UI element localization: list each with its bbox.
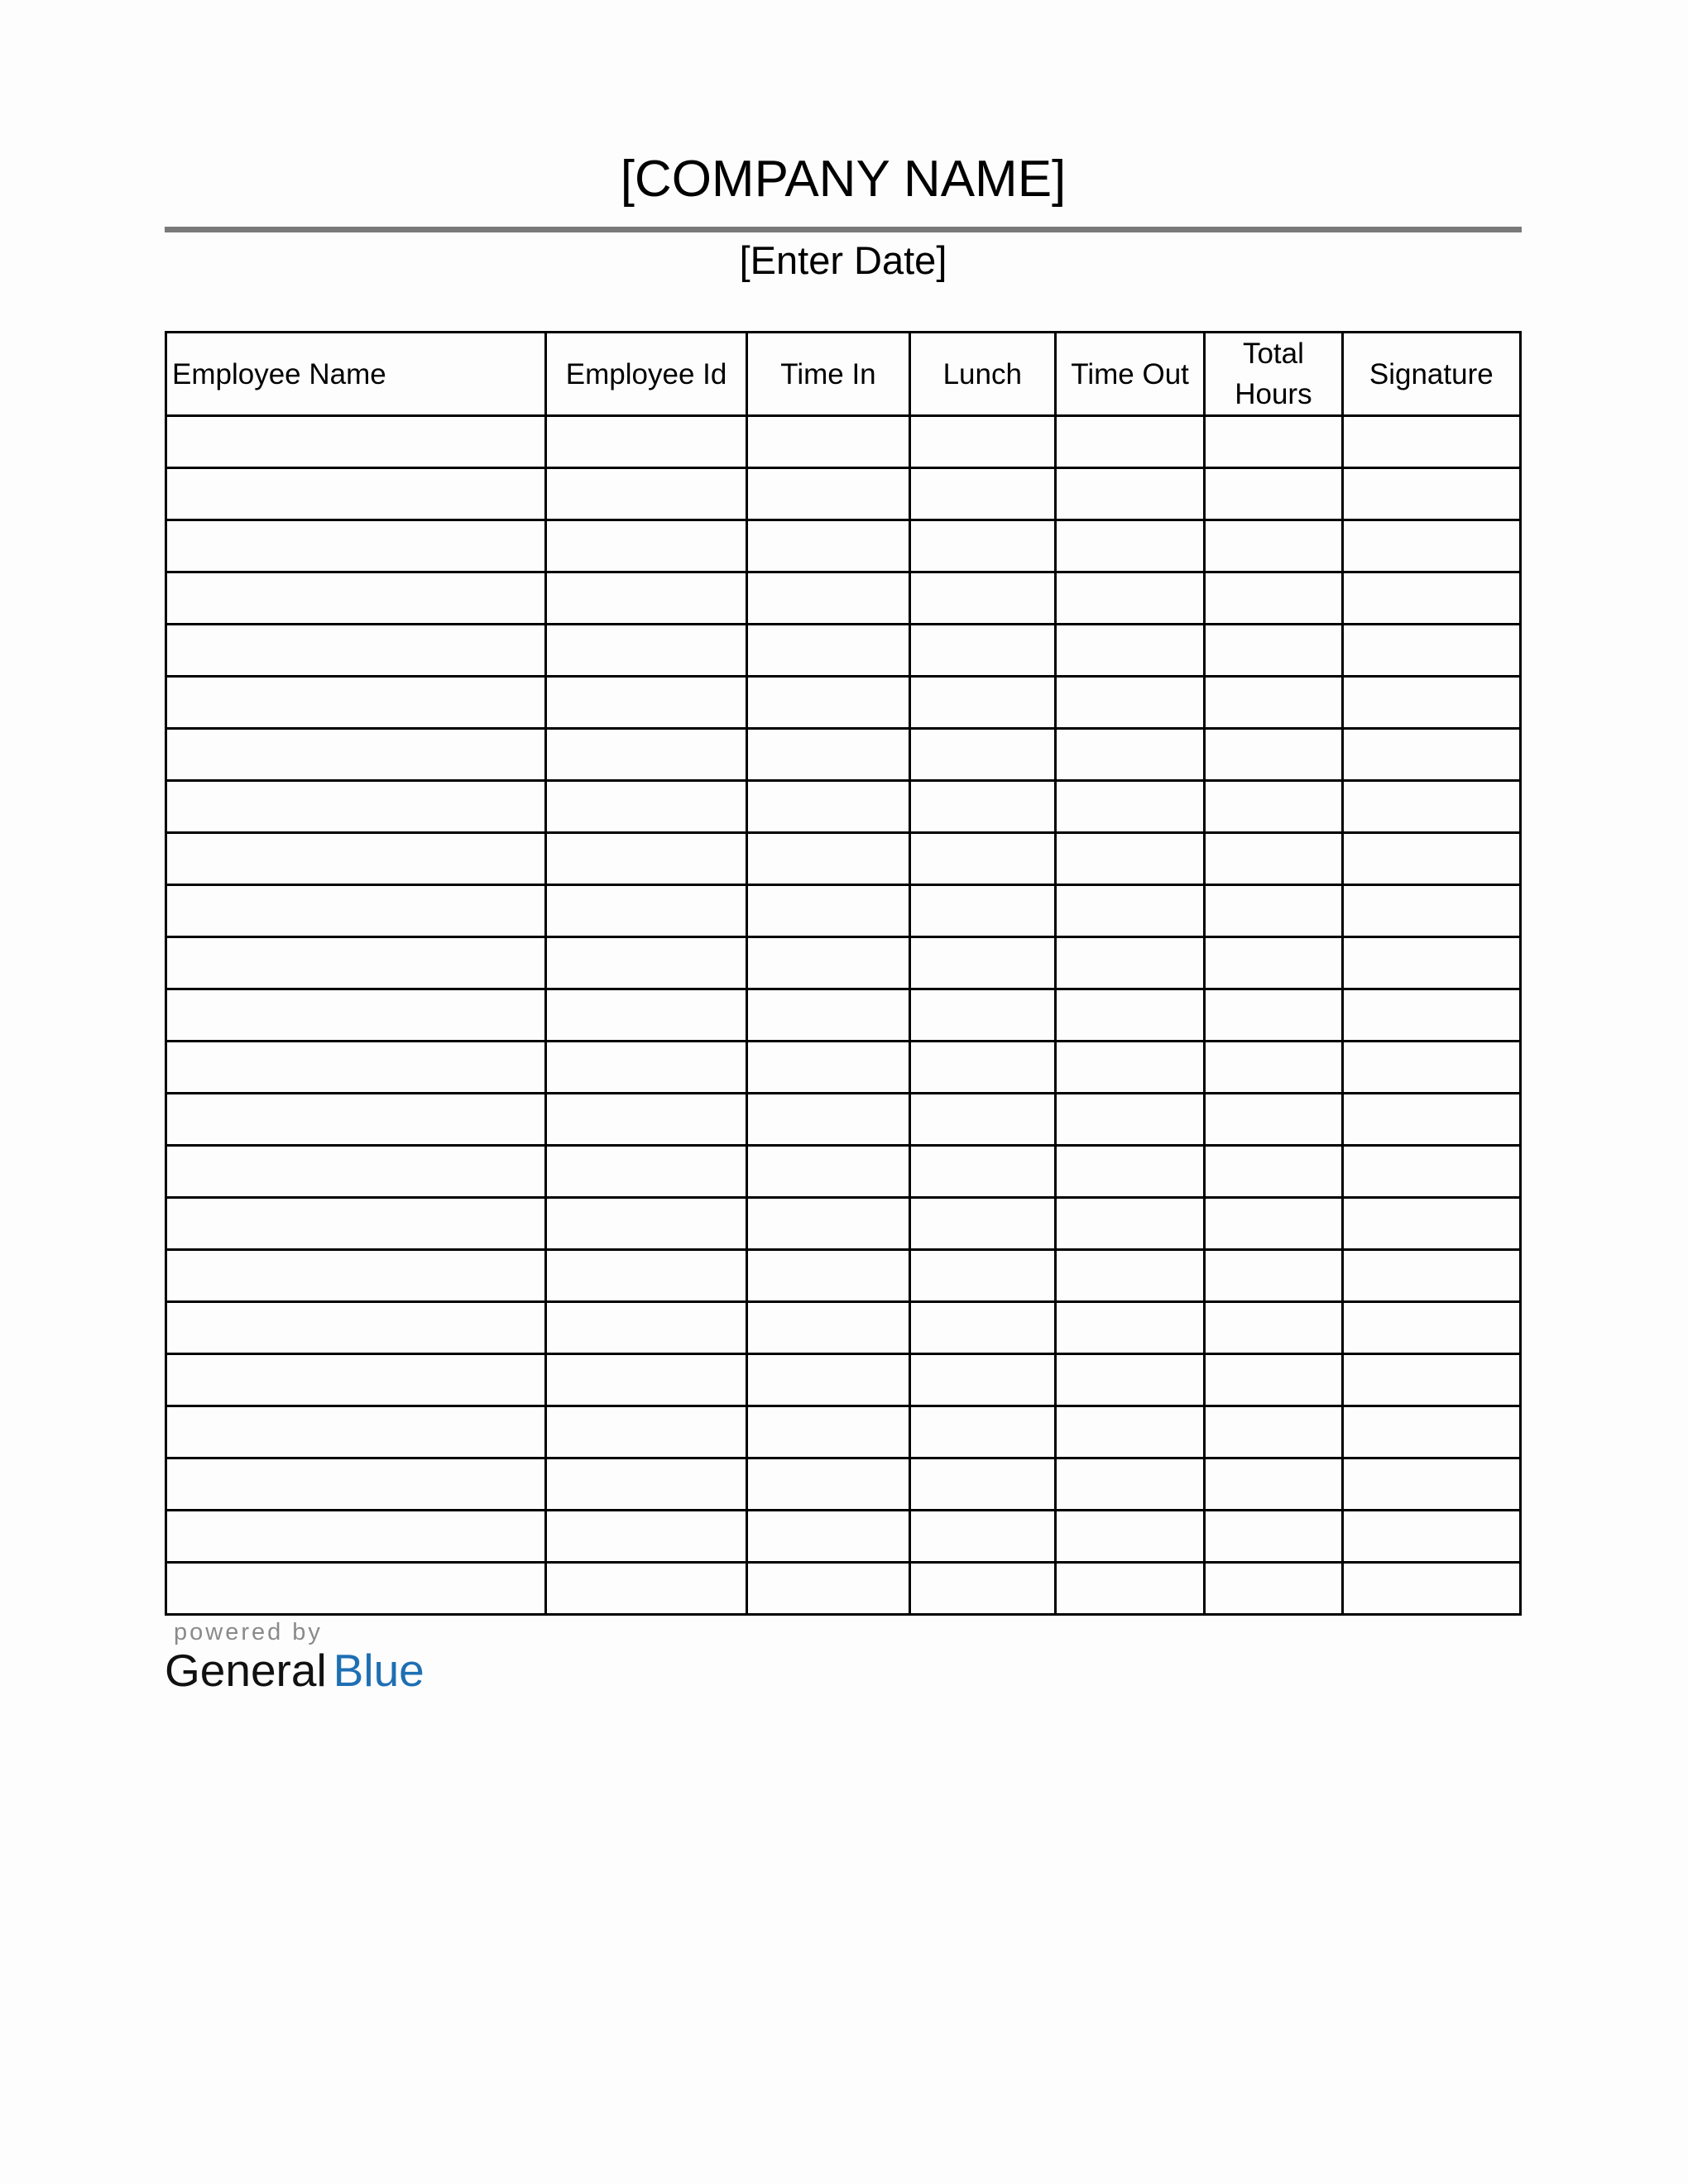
table-header-row [166,333,1521,416]
cell-employee-id[interactable] [545,1146,746,1198]
cell-signature[interactable] [1342,1146,1520,1198]
cell-employee-name[interactable] [166,572,546,625]
cell-time-out[interactable] [1055,937,1204,989]
cell-time-out[interactable] [1055,885,1204,937]
cell-employee-id[interactable] [545,520,746,572]
cell-employee-id[interactable] [545,1354,746,1406]
cell-lunch[interactable] [909,468,1055,520]
cell-employee-name[interactable] [166,520,546,572]
cell-lunch[interactable] [909,989,1055,1042]
cell-time-in[interactable] [747,1198,909,1250]
cell-time-in[interactable] [747,572,909,625]
cell-time-in[interactable] [747,416,909,468]
cell-time-out[interactable] [1055,833,1204,885]
cell-employee-name[interactable] [166,885,546,937]
cell-total-hours[interactable] [1205,1458,1342,1511]
date-field: [Enter Date] [739,238,947,282]
cell-time-in[interactable] [747,781,909,833]
cell-time-in[interactable] [747,1458,909,1511]
table-row [166,1563,1521,1615]
cell-signature[interactable] [1342,1354,1520,1406]
cell-lunch[interactable] [909,885,1055,937]
cell-total-hours[interactable] [1205,1042,1342,1094]
cell-total-hours[interactable] [1205,729,1342,781]
cell-employee-name[interactable] [166,1458,546,1511]
cell-signature[interactable] [1342,416,1520,468]
powered-by-label: powered by [174,1619,323,1645]
cell-lunch[interactable] [909,937,1055,989]
table-row [166,1094,1521,1146]
cell-lunch[interactable] [909,677,1055,729]
cell-total-hours[interactable] [1205,1563,1342,1615]
cell-total-hours[interactable] [1205,885,1342,937]
cell-time-out[interactable] [1055,1250,1204,1302]
cell-employee-name[interactable] [166,677,546,729]
cell-signature[interactable] [1342,677,1520,729]
cell-employee-name[interactable] [166,416,546,468]
cell-time-in[interactable] [747,937,909,989]
cell-employee-name[interactable] [166,1511,546,1563]
cell-time-in[interactable] [747,729,909,781]
cell-employee-name[interactable] [166,1406,546,1458]
cell-employee-name[interactable] [166,1042,546,1094]
cell-employee-id[interactable] [545,989,746,1042]
cell-lunch[interactable] [909,520,1055,572]
cell-signature[interactable] [1342,1563,1520,1615]
table-row [166,885,1521,937]
cell-time-in[interactable] [747,1354,909,1406]
cell-employee-id[interactable] [545,468,746,520]
cell-employee-name[interactable] [166,468,546,520]
table-row [166,1042,1521,1094]
cell-total-hours[interactable] [1205,625,1342,677]
cell-time-in[interactable] [747,1563,909,1615]
cell-employee-name[interactable] [166,1250,546,1302]
cell-employee-name[interactable] [166,1302,546,1354]
table-row [166,937,1521,989]
cell-time-out[interactable] [1055,1042,1204,1094]
cell-total-hours[interactable] [1205,520,1342,572]
cell-employee-name[interactable] [166,1354,546,1406]
cell-employee-name[interactable] [166,781,546,833]
cell-total-hours[interactable] [1205,1250,1342,1302]
cell-lunch[interactable] [909,416,1055,468]
cell-employee-name[interactable] [166,729,546,781]
cell-total-hours[interactable] [1205,1146,1342,1198]
cell-signature[interactable] [1342,1094,1520,1146]
cell-time-out[interactable] [1055,1406,1204,1458]
cell-lunch[interactable] [909,1042,1055,1094]
cell-signature[interactable] [1342,1406,1520,1458]
cell-signature[interactable] [1342,625,1520,677]
table-row [166,520,1521,572]
cell-lunch[interactable] [909,1094,1055,1146]
cell-time-out[interactable] [1055,729,1204,781]
header-employee-name: Employee Name [166,333,546,416]
cell-employee-id[interactable] [545,937,746,989]
cell-employee-id[interactable] [545,1042,746,1094]
generalblue-logo [165,1641,424,1699]
cell-signature[interactable] [1342,729,1520,781]
cell-employee-name[interactable] [166,989,546,1042]
table-row [166,625,1521,677]
cell-lunch[interactable] [909,1198,1055,1250]
cell-time-in[interactable] [747,1406,909,1458]
logo-text-general: General [165,1645,327,1696]
company-name-title: [COMPANY NAME] [620,151,1067,208]
cell-time-out[interactable] [1055,1458,1204,1511]
table-row [166,1406,1521,1458]
cell-employee-id[interactable] [545,1458,746,1511]
cell-time-out[interactable] [1055,1302,1204,1354]
table-body [166,416,1521,1615]
cell-lunch[interactable] [909,1302,1055,1354]
cell-employee-id[interactable] [545,1094,746,1146]
cell-total-hours[interactable] [1205,1198,1342,1250]
cell-total-hours[interactable] [1205,937,1342,989]
cell-total-hours[interactable] [1205,1354,1342,1406]
cell-employee-id[interactable] [545,1198,746,1250]
cell-time-in[interactable] [747,1094,909,1146]
cell-time-out[interactable] [1055,520,1204,572]
cell-employee-id[interactable] [545,677,746,729]
cell-signature[interactable] [1342,1458,1520,1511]
cell-time-in[interactable] [747,1146,909,1198]
cell-lunch[interactable] [909,833,1055,885]
cell-time-out[interactable] [1055,625,1204,677]
cell-total-hours[interactable] [1205,1511,1342,1563]
cell-total-hours[interactable] [1205,572,1342,625]
table-row [166,416,1521,468]
cell-lunch[interactable] [909,1511,1055,1563]
cell-employee-name[interactable] [166,833,546,885]
table-row [166,729,1521,781]
cell-employee-id[interactable] [545,572,746,625]
cell-time-in[interactable] [747,1302,909,1354]
cell-employee-name[interactable] [166,1094,546,1146]
table-row [166,833,1521,885]
cell-signature[interactable] [1342,885,1520,937]
cell-employee-id[interactable] [545,625,746,677]
cell-time-out[interactable] [1055,677,1204,729]
cell-signature[interactable] [1342,781,1520,833]
cell-time-out[interactable] [1055,781,1204,833]
cell-signature[interactable] [1342,989,1520,1042]
cell-employee-id[interactable] [545,1511,746,1563]
cell-time-in[interactable] [747,1511,909,1563]
cell-total-hours[interactable] [1205,468,1342,520]
cell-employee-id[interactable] [545,729,746,781]
logo-text-blue: Blue [333,1645,424,1696]
cell-lunch[interactable] [909,1563,1055,1615]
sign-in-sheet-table [165,331,1522,1616]
cell-signature[interactable] [1342,1198,1520,1250]
table-row [166,1458,1521,1511]
table-row [166,1250,1521,1302]
cell-time-in[interactable] [747,989,909,1042]
cell-time-out[interactable] [1055,1146,1204,1198]
cell-total-hours[interactable] [1205,677,1342,729]
cell-time-in[interactable] [747,677,909,729]
table-row [166,989,1521,1042]
header-total-hours: Total Hours [1205,333,1342,416]
cell-employee-name[interactable] [166,1198,546,1250]
cell-employee-id[interactable] [545,1302,746,1354]
header-time-out: Time Out [1055,333,1204,416]
cell-signature[interactable] [1342,1302,1520,1354]
cell-time-out[interactable] [1055,1354,1204,1406]
table-row [166,468,1521,520]
cell-time-in[interactable] [747,885,909,937]
table-row [166,781,1521,833]
cell-total-hours[interactable] [1205,833,1342,885]
cell-employee-id[interactable] [545,885,746,937]
cell-time-out[interactable] [1055,1511,1204,1563]
header-employee-id: Employee Id [545,333,746,416]
cell-lunch[interactable] [909,729,1055,781]
cell-lunch[interactable] [909,1146,1055,1198]
cell-total-hours[interactable] [1205,1406,1342,1458]
table-row [166,1146,1521,1198]
cell-lunch[interactable] [909,1406,1055,1458]
cell-lunch[interactable] [909,1458,1055,1511]
table-row [166,1511,1521,1563]
cell-lunch[interactable] [909,1354,1055,1406]
header-divider [165,227,1522,232]
cell-time-in[interactable] [747,1042,909,1094]
cell-employee-id[interactable] [545,1563,746,1615]
header-lunch: Lunch [909,333,1055,416]
cell-employee-id[interactable] [545,833,746,885]
cell-signature[interactable] [1342,468,1520,520]
cell-time-out[interactable] [1055,1563,1204,1615]
cell-signature[interactable] [1342,1042,1520,1094]
table-row [166,572,1521,625]
cell-time-out[interactable] [1055,1094,1204,1146]
cell-total-hours[interactable] [1205,416,1342,468]
table-row [166,1198,1521,1250]
cell-employee-name[interactable] [166,1563,546,1615]
cell-signature[interactable] [1342,572,1520,625]
cell-employee-id[interactable] [545,1250,746,1302]
cell-employee-id[interactable] [545,416,746,468]
table-row [166,677,1521,729]
cell-time-out[interactable] [1055,572,1204,625]
header-signature: Signature [1342,333,1520,416]
table-row [166,1354,1521,1406]
cell-employee-name[interactable] [166,1146,546,1198]
table-row [166,1302,1521,1354]
cell-lunch[interactable] [909,1250,1055,1302]
cell-signature[interactable] [1342,1511,1520,1563]
cell-signature[interactable] [1342,520,1520,572]
cell-time-in[interactable] [747,625,909,677]
cell-time-in[interactable] [747,520,909,572]
cell-time-out[interactable] [1055,468,1204,520]
cell-time-out[interactable] [1055,1198,1204,1250]
cell-time-in[interactable] [747,833,909,885]
cell-total-hours[interactable] [1205,781,1342,833]
cell-employee-name[interactable] [166,937,546,989]
cell-signature[interactable] [1342,833,1520,885]
cell-lunch[interactable] [909,625,1055,677]
cell-total-hours[interactable] [1205,989,1342,1042]
cell-total-hours[interactable] [1205,1302,1342,1354]
cell-time-out[interactable] [1055,989,1204,1042]
cell-employee-id[interactable] [545,1406,746,1458]
cell-employee-id[interactable] [545,781,746,833]
cell-signature[interactable] [1342,1250,1520,1302]
cell-lunch[interactable] [909,572,1055,625]
header-time-in: Time In [747,333,909,416]
cell-time-in[interactable] [747,468,909,520]
cell-signature[interactable] [1342,937,1520,989]
cell-time-in[interactable] [747,1250,909,1302]
cell-lunch[interactable] [909,781,1055,833]
cell-total-hours[interactable] [1205,1094,1342,1146]
cell-employee-name[interactable] [166,625,546,677]
cell-time-out[interactable] [1055,416,1204,468]
